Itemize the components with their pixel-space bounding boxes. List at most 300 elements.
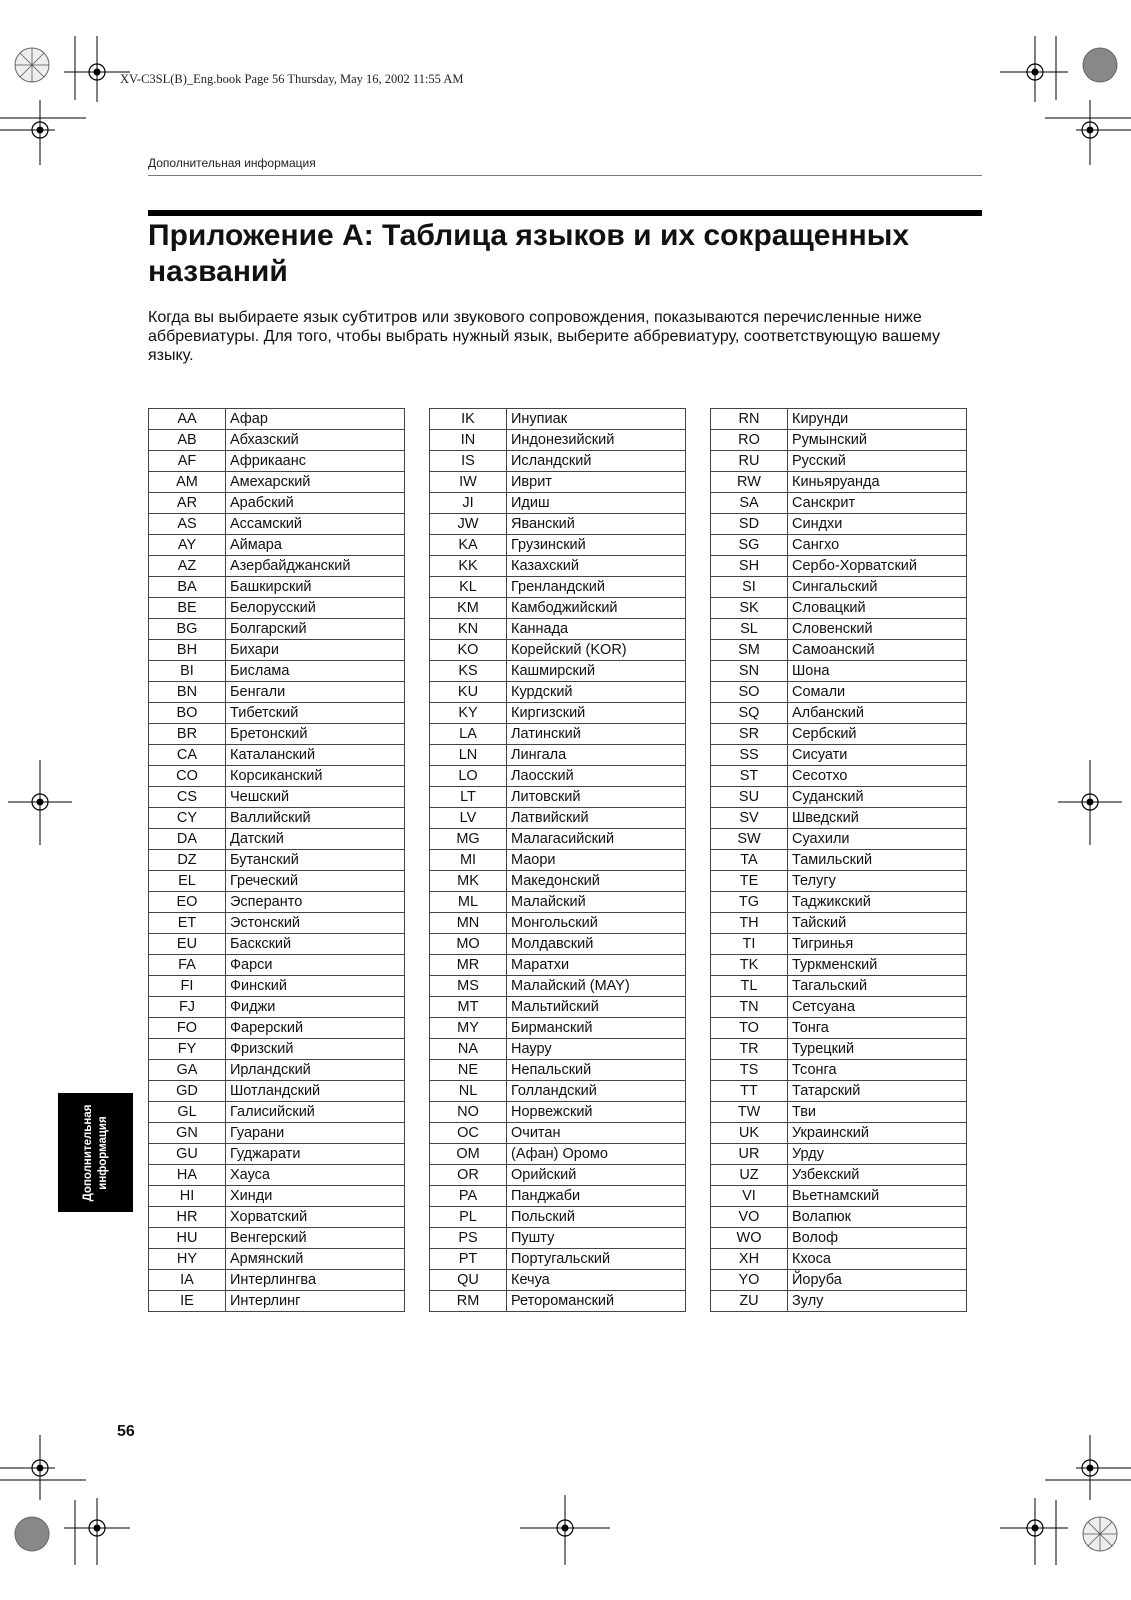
- table-row: [149, 1123, 405, 1144]
- table-row: [149, 451, 405, 472]
- language-code: TL: [711, 976, 788, 997]
- table-row: [711, 598, 967, 619]
- table-row: [149, 598, 405, 619]
- language-code: JW: [430, 514, 507, 535]
- side-tab: [58, 1093, 133, 1212]
- language-code: KL: [430, 577, 507, 598]
- table-row: [430, 514, 686, 535]
- language-name: Латинский: [507, 724, 686, 745]
- table-row: [149, 934, 405, 955]
- table-row: [430, 619, 686, 640]
- language-code: FO: [149, 1018, 226, 1039]
- language-name: Фарерский: [226, 1018, 405, 1039]
- language-name: Пушту: [507, 1228, 686, 1249]
- language-name: Вьетнамский: [788, 1186, 967, 1207]
- language-code: CO: [149, 766, 226, 787]
- language-code: AM: [149, 472, 226, 493]
- language-name: Гуарани: [226, 1123, 405, 1144]
- language-code: RO: [711, 430, 788, 451]
- table-row: [430, 724, 686, 745]
- table-row: [430, 892, 686, 913]
- language-code: SO: [711, 682, 788, 703]
- language-code: HR: [149, 1207, 226, 1228]
- language-code: PS: [430, 1228, 507, 1249]
- language-name: Иврит: [507, 472, 686, 493]
- language-code: FJ: [149, 997, 226, 1018]
- table-row: [149, 997, 405, 1018]
- language-name: Датский: [226, 829, 405, 850]
- language-code: NE: [430, 1060, 507, 1081]
- table-row: [149, 850, 405, 871]
- language-name: Индонезийский: [507, 430, 686, 451]
- language-name: Валлийский: [226, 808, 405, 829]
- language-name: Болгарский: [226, 619, 405, 640]
- language-code: HU: [149, 1228, 226, 1249]
- table-row: [711, 619, 967, 640]
- language-code: CY: [149, 808, 226, 829]
- language-name: Интерлингва: [226, 1270, 405, 1291]
- side-tab-label: [81, 1104, 111, 1201]
- language-code: TO: [711, 1018, 788, 1039]
- table-row: [711, 808, 967, 829]
- language-code: PL: [430, 1207, 507, 1228]
- table-row: [149, 1018, 405, 1039]
- language-name: Ретороманский: [507, 1291, 686, 1312]
- language-name: Турецкий: [788, 1039, 967, 1060]
- language-code: SV: [711, 808, 788, 829]
- language-code: SR: [711, 724, 788, 745]
- intro-paragraph: Когда вы выбираете язык субтитров или звукового сопровождения, показываются перечисленные ниже аббревиатуры. Для того, чтобы выбрать нужный язык, выберите аббревиатуру, соответствующую вашему языку.: [148, 309, 941, 364]
- table-row: [430, 1249, 686, 1270]
- language-name: Словенский: [788, 619, 967, 640]
- table-row: [430, 745, 686, 766]
- language-code: TA: [711, 850, 788, 871]
- table-row: [149, 661, 405, 682]
- table-row: [149, 766, 405, 787]
- table-row: [149, 1102, 405, 1123]
- language-code: GD: [149, 1081, 226, 1102]
- table-row: [149, 1186, 405, 1207]
- table-row: [149, 787, 405, 808]
- language-name: Грузинский: [507, 535, 686, 556]
- language-code: SQ: [711, 703, 788, 724]
- table-row: [149, 1039, 405, 1060]
- language-name: Тигринья: [788, 934, 967, 955]
- table-row: [711, 514, 967, 535]
- language-name: Каннада: [507, 619, 686, 640]
- language-code: DZ: [149, 850, 226, 871]
- language-name: Шотландский: [226, 1081, 405, 1102]
- language-name: Панджаби: [507, 1186, 686, 1207]
- table-row: [430, 1081, 686, 1102]
- language-name: Тайский: [788, 913, 967, 934]
- table-row: [711, 1123, 967, 1144]
- language-name: Зулу: [788, 1291, 967, 1312]
- table-row: [711, 871, 967, 892]
- language-code: NL: [430, 1081, 507, 1102]
- language-code: TE: [711, 871, 788, 892]
- language-code: SA: [711, 493, 788, 514]
- language-name: Македонский: [507, 871, 686, 892]
- language-code: EL: [149, 871, 226, 892]
- language-name: Азербайджанский: [226, 556, 405, 577]
- table-row: [711, 955, 967, 976]
- language-name: Сисуати: [788, 745, 967, 766]
- table-row: [430, 1186, 686, 1207]
- table-row: [430, 766, 686, 787]
- language-code: KK: [430, 556, 507, 577]
- language-name: Исландский: [507, 451, 686, 472]
- table-row: [711, 1291, 967, 1312]
- table-row: [711, 1144, 967, 1165]
- table-row: [430, 997, 686, 1018]
- table-row: [430, 829, 686, 850]
- language-name: Галисийский: [226, 1102, 405, 1123]
- table-row: [149, 1207, 405, 1228]
- language-code: ZU: [711, 1291, 788, 1312]
- language-name: Лаосский: [507, 766, 686, 787]
- table-row: [149, 745, 405, 766]
- language-code: IA: [149, 1270, 226, 1291]
- language-name: Телугу: [788, 871, 967, 892]
- language-code: BG: [149, 619, 226, 640]
- print-header: XV-C3SL(B)_Eng.book Page 56 Thursday, May 16, 2002 11:55 AM: [120, 72, 464, 86]
- language-code: NO: [430, 1102, 507, 1123]
- language-code: HY: [149, 1249, 226, 1270]
- language-code: MK: [430, 871, 507, 892]
- table-row: [430, 430, 686, 451]
- table-row: [430, 1018, 686, 1039]
- language-name: Гуджарати: [226, 1144, 405, 1165]
- language-code: CA: [149, 745, 226, 766]
- language-code: RM: [430, 1291, 507, 1312]
- language-code: KU: [430, 682, 507, 703]
- language-code: EO: [149, 892, 226, 913]
- table-row: [711, 1018, 967, 1039]
- language-code: SS: [711, 745, 788, 766]
- table-row: [430, 976, 686, 997]
- table-row: [430, 1123, 686, 1144]
- table-row: [711, 1270, 967, 1291]
- table-row: [430, 1207, 686, 1228]
- language-name: Монгольский: [507, 913, 686, 934]
- table-row: [711, 661, 967, 682]
- language-code: KM: [430, 598, 507, 619]
- language-name: Румынский: [788, 430, 967, 451]
- table-row: [430, 955, 686, 976]
- language-name: Сесотхо: [788, 766, 967, 787]
- table-row: [430, 556, 686, 577]
- language-name: Тви: [788, 1102, 967, 1123]
- language-name: Йоруба: [788, 1270, 967, 1291]
- table-row: [149, 1144, 405, 1165]
- language-code: SN: [711, 661, 788, 682]
- language-name: Волапюк: [788, 1207, 967, 1228]
- table-row: [711, 1039, 967, 1060]
- table-row: [711, 1165, 967, 1186]
- language-name: Суданский: [788, 787, 967, 808]
- language-name: Маори: [507, 850, 686, 871]
- language-name: Интерлинг: [226, 1291, 405, 1312]
- table-row: [711, 1228, 967, 1249]
- language-name: Русский: [788, 451, 967, 472]
- table-row: [711, 934, 967, 955]
- table-row: [149, 1165, 405, 1186]
- language-name: Голландский: [507, 1081, 686, 1102]
- language-name: Орийский: [507, 1165, 686, 1186]
- language-name: Идиш: [507, 493, 686, 514]
- table-row: [711, 976, 967, 997]
- language-code: KA: [430, 535, 507, 556]
- language-name: Лингала: [507, 745, 686, 766]
- table-row: [430, 1039, 686, 1060]
- table-row: [711, 577, 967, 598]
- language-name: Гренландский: [507, 577, 686, 598]
- table-row: [711, 1186, 967, 1207]
- language-name: Шведский: [788, 808, 967, 829]
- table-row: [711, 913, 967, 934]
- table-row: [430, 577, 686, 598]
- table-row: [149, 913, 405, 934]
- language-code: BN: [149, 682, 226, 703]
- language-name: Амехарский: [226, 472, 405, 493]
- table-row: [149, 430, 405, 451]
- language-table-column-1: [148, 408, 405, 1312]
- language-name: Сетсуана: [788, 997, 967, 1018]
- language-code: IK: [430, 409, 507, 430]
- language-code: NA: [430, 1039, 507, 1060]
- language-name: Бретонский: [226, 724, 405, 745]
- table-row: [711, 1207, 967, 1228]
- language-name: Баскский: [226, 934, 405, 955]
- language-code: EU: [149, 934, 226, 955]
- language-code: TT: [711, 1081, 788, 1102]
- language-code: HI: [149, 1186, 226, 1207]
- language-name: Бихари: [226, 640, 405, 661]
- language-code: KY: [430, 703, 507, 724]
- language-code: HA: [149, 1165, 226, 1186]
- table-row: [149, 703, 405, 724]
- language-code: SH: [711, 556, 788, 577]
- language-code: XH: [711, 1249, 788, 1270]
- language-name: Албанский: [788, 703, 967, 724]
- table-row: [149, 577, 405, 598]
- table-row: [430, 493, 686, 514]
- language-name: Сомали: [788, 682, 967, 703]
- language-name: Тагальский: [788, 976, 967, 997]
- header-rule: [148, 175, 982, 176]
- language-code: ML: [430, 892, 507, 913]
- language-code: BA: [149, 577, 226, 598]
- table-row: [149, 1081, 405, 1102]
- language-code: KO: [430, 640, 507, 661]
- table-row: [711, 493, 967, 514]
- language-name: Сингальский: [788, 577, 967, 598]
- language-name: Афар: [226, 409, 405, 430]
- language-name: Татарский: [788, 1081, 967, 1102]
- table-row: [430, 598, 686, 619]
- language-name: Эстонский: [226, 913, 405, 934]
- language-name: Литовский: [507, 787, 686, 808]
- page-title: Приложение A: Таблица языков и их сокращенных названий: [148, 219, 910, 288]
- table-row: [711, 745, 967, 766]
- language-code: KN: [430, 619, 507, 640]
- table-row: [149, 724, 405, 745]
- language-code: SU: [711, 787, 788, 808]
- language-code: IE: [149, 1291, 226, 1312]
- language-name: Башкирский: [226, 577, 405, 598]
- language-code: CS: [149, 787, 226, 808]
- language-code: TS: [711, 1060, 788, 1081]
- table-row: [149, 472, 405, 493]
- language-name: Синдхи: [788, 514, 967, 535]
- table-row: [430, 472, 686, 493]
- language-name: Шона: [788, 661, 967, 682]
- language-code: MG: [430, 829, 507, 850]
- language-code: SG: [711, 535, 788, 556]
- language-name: Бирманский: [507, 1018, 686, 1039]
- side-tab-line: информация: [96, 1115, 109, 1190]
- language-code: MI: [430, 850, 507, 871]
- table-row: [149, 409, 405, 430]
- language-name: Хинди: [226, 1186, 405, 1207]
- language-code: SM: [711, 640, 788, 661]
- language-code: TN: [711, 997, 788, 1018]
- language-code: PT: [430, 1249, 507, 1270]
- table-row: [430, 703, 686, 724]
- language-name: Тсонга: [788, 1060, 967, 1081]
- language-code: IW: [430, 472, 507, 493]
- language-code: AR: [149, 493, 226, 514]
- language-table-column-2: [429, 408, 686, 1312]
- language-name: Инупиак: [507, 409, 686, 430]
- language-code: ET: [149, 913, 226, 934]
- language-code: VO: [711, 1207, 788, 1228]
- table-row: [430, 871, 686, 892]
- table-row: [711, 472, 967, 493]
- language-code: TI: [711, 934, 788, 955]
- table-row: [149, 535, 405, 556]
- language-name: Непальский: [507, 1060, 686, 1081]
- language-name: Фиджи: [226, 997, 405, 1018]
- language-name: Бенгали: [226, 682, 405, 703]
- language-name: Белорусский: [226, 598, 405, 619]
- table-row: [430, 934, 686, 955]
- language-name: Бислама: [226, 661, 405, 682]
- table-row: [711, 556, 967, 577]
- language-name: Хауса: [226, 1165, 405, 1186]
- language-name: Финский: [226, 976, 405, 997]
- language-code: MY: [430, 1018, 507, 1039]
- language-code: IN: [430, 430, 507, 451]
- table-row: [149, 808, 405, 829]
- language-name: Мальтийский: [507, 997, 686, 1018]
- language-name: Армянский: [226, 1249, 405, 1270]
- table-row: [149, 640, 405, 661]
- language-name: Хорватский: [226, 1207, 405, 1228]
- language-name: Венгерский: [226, 1228, 405, 1249]
- language-code: ST: [711, 766, 788, 787]
- table-row: [430, 661, 686, 682]
- language-code: LO: [430, 766, 507, 787]
- table-row: [430, 808, 686, 829]
- table-row: [149, 1249, 405, 1270]
- table-row: [430, 1228, 686, 1249]
- language-name: Кечуа: [507, 1270, 686, 1291]
- language-name: Санскрит: [788, 493, 967, 514]
- language-name: Урду: [788, 1144, 967, 1165]
- language-name: Малайский (MAY): [507, 976, 686, 997]
- language-name: Фризский: [226, 1039, 405, 1060]
- table-row: [430, 535, 686, 556]
- table-row: [149, 682, 405, 703]
- language-name: Кхоса: [788, 1249, 967, 1270]
- table-row: [711, 1249, 967, 1270]
- language-code: MN: [430, 913, 507, 934]
- language-code: FA: [149, 955, 226, 976]
- language-code: TH: [711, 913, 788, 934]
- language-code: UZ: [711, 1165, 788, 1186]
- language-name: Киргизский: [507, 703, 686, 724]
- star-target-mark: [1083, 48, 1117, 82]
- language-code: BO: [149, 703, 226, 724]
- language-code: AZ: [149, 556, 226, 577]
- table-row: [711, 409, 967, 430]
- table-row: [711, 430, 967, 451]
- language-code: YO: [711, 1270, 788, 1291]
- table-row: [430, 850, 686, 871]
- language-name: Словацкий: [788, 598, 967, 619]
- table-row: [430, 913, 686, 934]
- table-row: [711, 892, 967, 913]
- table-row: [711, 766, 967, 787]
- table-row: [430, 1270, 686, 1291]
- table-row: [149, 1060, 405, 1081]
- language-name: Бутанский: [226, 850, 405, 871]
- language-code: FY: [149, 1039, 226, 1060]
- language-name: Арабский: [226, 493, 405, 514]
- language-code: GL: [149, 1102, 226, 1123]
- language-name: Узбекский: [788, 1165, 967, 1186]
- language-code: UR: [711, 1144, 788, 1165]
- language-name: Камбоджийский: [507, 598, 686, 619]
- language-code: UK: [711, 1123, 788, 1144]
- language-code: DA: [149, 829, 226, 850]
- language-name: Курдский: [507, 682, 686, 703]
- table-row: [711, 451, 967, 472]
- language-code: RN: [711, 409, 788, 430]
- language-name: Тонга: [788, 1018, 967, 1039]
- language-name: Кашмирский: [507, 661, 686, 682]
- section-label: Дополнительная информация: [148, 156, 316, 170]
- language-name: Сербо-Хорватский: [788, 556, 967, 577]
- table-row: [430, 409, 686, 430]
- language-code: AS: [149, 514, 226, 535]
- language-code: BE: [149, 598, 226, 619]
- language-name: Казахский: [507, 556, 686, 577]
- language-name: Суахили: [788, 829, 967, 850]
- language-name: Польский: [507, 1207, 686, 1228]
- language-code: WO: [711, 1228, 788, 1249]
- table-row: [149, 514, 405, 535]
- language-name: Латвийский: [507, 808, 686, 829]
- language-name: Чешский: [226, 787, 405, 808]
- language-code: GU: [149, 1144, 226, 1165]
- table-row: [149, 1228, 405, 1249]
- star-target-mark: [15, 1517, 49, 1551]
- language-name: Киньяруанда: [788, 472, 967, 493]
- language-code: SK: [711, 598, 788, 619]
